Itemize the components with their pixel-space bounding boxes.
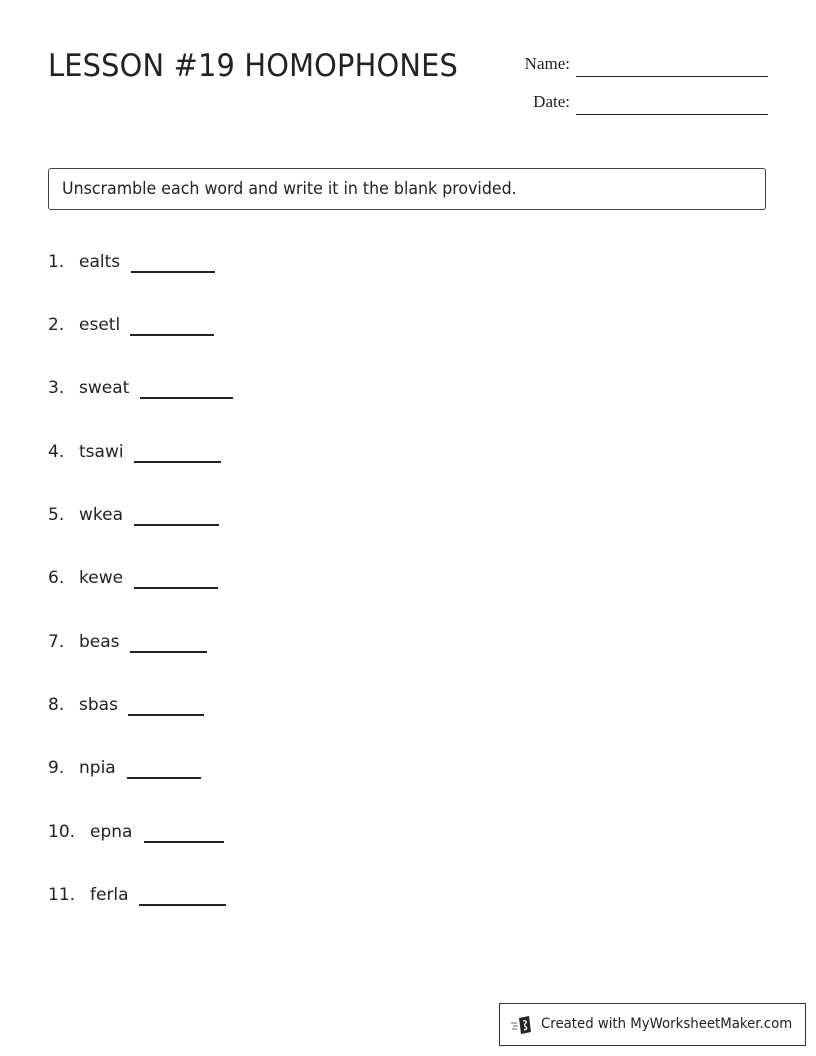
scrambled-word: kewe <box>79 568 124 588</box>
question-number: 6. <box>48 568 65 588</box>
footer-text: Created with MyWorksheetMaker.com <box>541 1016 793 1032</box>
page-title: LESSON #19 HOMOPHONES <box>48 48 458 84</box>
scrambled-word: esetl <box>79 315 121 335</box>
answer-blank[interactable] <box>131 271 215 273</box>
date-label: Date: <box>533 92 570 111</box>
question-number: 2. <box>48 315 65 335</box>
scrambled-word: ealts <box>79 252 121 272</box>
scrambled-word: ferla <box>90 885 129 905</box>
question-number: 7. <box>48 632 65 652</box>
answer-blank[interactable] <box>128 714 204 716</box>
question-number: 1. <box>48 252 65 272</box>
answer-blank[interactable] <box>140 397 233 399</box>
worksheet-maker-logo-icon <box>511 1015 535 1035</box>
answer-blank[interactable] <box>134 524 219 526</box>
question-number: 10. <box>48 822 76 842</box>
question-number: 3. <box>48 378 65 398</box>
question-number: 5. <box>48 505 65 525</box>
scrambled-word: tsawi <box>79 442 124 462</box>
scrambled-word: sbas <box>79 695 118 715</box>
scrambled-word: epna <box>90 822 133 842</box>
question-number: 4. <box>48 442 65 462</box>
name-input-line[interactable] <box>576 76 768 77</box>
question-number: 9. <box>48 758 65 778</box>
scrambled-word: wkea <box>79 505 124 525</box>
answer-blank[interactable] <box>139 904 226 906</box>
name-label: Name: <box>524 54 570 73</box>
answer-blank[interactable] <box>134 461 221 463</box>
question-number: 11. <box>48 885 76 905</box>
scrambled-word: beas <box>79 632 120 652</box>
date-field <box>500 92 570 114</box>
question-number: 8. <box>48 695 65 715</box>
scrambled-word: npia <box>79 758 116 778</box>
date-input-line[interactable] <box>576 114 768 115</box>
answer-blank[interactable] <box>134 587 218 589</box>
name-field <box>500 54 570 76</box>
answer-blank[interactable] <box>144 841 224 843</box>
footer-badge[interactable] <box>499 1003 806 1046</box>
answer-blank[interactable] <box>127 777 201 779</box>
scrambled-word: sweat <box>79 378 130 398</box>
answer-blank[interactable] <box>130 334 214 336</box>
instructions-text: Unscramble each word and write it in the blank provided. <box>62 179 517 199</box>
instructions-box <box>48 168 766 210</box>
answer-blank[interactable] <box>130 651 207 653</box>
